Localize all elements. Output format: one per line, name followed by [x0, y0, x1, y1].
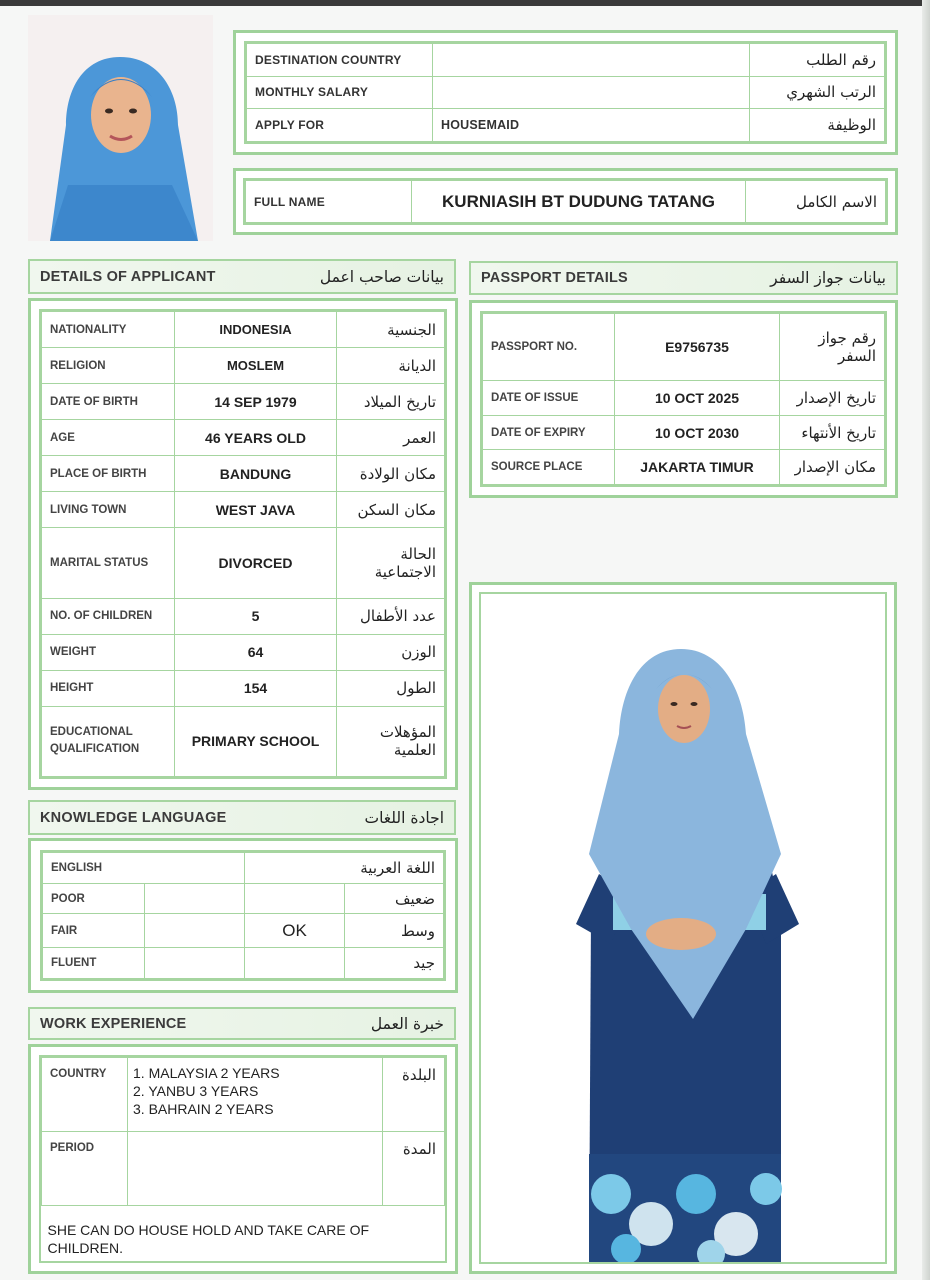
row-label-ar: عدد الأطفال [337, 598, 445, 634]
monthly-salary-value [433, 76, 750, 109]
level-poor-label: POOR [43, 883, 145, 914]
top-edge [0, 0, 930, 6]
language-header-title: KNOWLEDGE LANGUAGE [40, 809, 227, 826]
table-row [42, 1206, 445, 1262]
applicant-details-frame [28, 298, 458, 790]
full-name-value: KURNIASIH BT DUDUNG TATANG [412, 181, 746, 223]
table-row [42, 492, 445, 528]
apply-for-label: APPLY FOR [247, 109, 433, 142]
table-row [43, 914, 444, 948]
table-row [483, 314, 885, 381]
row-label-ar: الحالة الاجتماعية [337, 528, 445, 598]
level-poor-arabic-mark [245, 883, 345, 914]
table-row [43, 883, 444, 914]
row-label: WEIGHT [42, 634, 175, 670]
table-row [42, 706, 445, 776]
row-label: DATE OF EXPIRY [483, 415, 615, 450]
work-header-title: WORK EXPERIENCE [40, 1015, 187, 1032]
level-fluent-english-mark [145, 948, 245, 979]
passport-header-title: PASSPORT DETAILS [481, 270, 628, 286]
row-value: 154 [175, 670, 337, 706]
row-label-ar: الجنسية [337, 312, 445, 348]
row-value: 10 OCT 2030 [615, 415, 780, 450]
country-list [128, 1058, 383, 1132]
level-fair-arabic-mark: OK [245, 914, 345, 948]
table-row [247, 76, 885, 109]
row-label-ar: الديانة [337, 348, 445, 384]
apply-for-value: HOUSEMAID [433, 109, 750, 142]
passport-details-table [482, 313, 885, 485]
row-label: HEIGHT [42, 670, 175, 706]
row-value: 5 [175, 598, 337, 634]
application-info-table [246, 43, 885, 142]
work-note: SHE CAN DO HOUSE HOLD AND TAKE CARE OF CHILDREN. [47, 1222, 370, 1256]
table-row [42, 1058, 445, 1132]
row-label: AGE [42, 420, 175, 456]
row-label: LIVING TOWN [42, 492, 175, 528]
page-edge [922, 0, 930, 1280]
table-row [42, 312, 445, 348]
row-value: JAKARTA TIMUR [615, 450, 780, 485]
language-table [42, 852, 444, 979]
apply-for-label-ar: الوظيفة [750, 109, 885, 142]
full-name-label-ar: الاسم الكامل [746, 181, 886, 223]
row-label: RELIGION [42, 348, 175, 384]
table-row [247, 44, 885, 77]
table-row [43, 948, 444, 979]
row-label-ar: العمر [337, 420, 445, 456]
row-label: NO. OF CHILDREN [42, 598, 175, 634]
table-row [42, 634, 445, 670]
period-label: PERIOD [42, 1132, 128, 1206]
row-label: DATE OF ISSUE [483, 381, 615, 416]
row-label-ar: الوزن [337, 634, 445, 670]
row-label-ar: الطول [337, 670, 445, 706]
table-row [483, 415, 885, 450]
table-row [42, 420, 445, 456]
monthly-salary-label-ar: الرتب الشهري [750, 76, 885, 109]
list-item: 1. MALAYSIA 2 YEARS [133, 1065, 280, 1081]
table-row [246, 181, 886, 223]
table-row [42, 670, 445, 706]
row-value: INDONESIA [175, 312, 337, 348]
row-value: MOSLEM [175, 348, 337, 384]
language-section-header [28, 800, 456, 835]
row-label: DATE OF BIRTH [42, 384, 175, 420]
row-label-ar: رقم جواز السفر [780, 314, 885, 381]
list-item: 3. BAHRAIN 2 YEARS [133, 1101, 274, 1117]
full-name-label: FULL NAME [246, 181, 412, 223]
row-label-ar: المؤهلات العلمية [337, 706, 445, 776]
level-poor-english-mark [145, 883, 245, 914]
application-info-frame [233, 30, 898, 155]
row-value: WEST JAVA [175, 492, 337, 528]
applicant-section-header [28, 259, 456, 294]
row-value: 10 OCT 2025 [615, 381, 780, 416]
row-value: DIVORCED [175, 528, 337, 598]
full-name-table [245, 180, 886, 223]
row-value: 46 YEARS OLD [175, 420, 337, 456]
table-row [42, 456, 445, 492]
table-row [42, 528, 445, 598]
passport-header-title-ar: بيانات جواز السفر [770, 269, 886, 287]
table-row [42, 1132, 445, 1206]
row-label: NATIONALITY [42, 312, 175, 348]
row-label: PLACE OF BIRTH [42, 456, 175, 492]
country-label-ar: البلدة [383, 1058, 445, 1132]
row-value: PRIMARY SCHOOL [175, 706, 337, 776]
language-frame [28, 838, 458, 993]
destination-country-label: DESTINATION COUNTRY [247, 44, 433, 77]
table-row [43, 853, 444, 884]
table-row [42, 348, 445, 384]
full-body-illustration [481, 594, 887, 1264]
row-value: 64 [175, 634, 337, 670]
row-label: PASSPORT NO. [483, 314, 615, 381]
work-header-title-ar: خبرة العمل [370, 1014, 444, 1033]
row-label: MARITAL STATUS [42, 528, 175, 598]
country-label: COUNTRY [42, 1058, 128, 1132]
work-section-header [28, 1007, 456, 1040]
row-value: 14 SEP 1979 [175, 384, 337, 420]
applicant-full-body-photo [479, 592, 887, 1264]
headshot-illustration [28, 15, 213, 241]
level-fair-label-ar: وسط [345, 914, 444, 948]
list-item: 2. YANBU 3 YEARS [133, 1083, 259, 1099]
english-label: ENGLISH [43, 853, 245, 884]
full-name-frame [233, 168, 898, 235]
monthly-salary-label: MONTHLY SALARY [247, 76, 433, 109]
applicant-header-title-ar: بيانات صاحب اعمل [319, 267, 444, 286]
row-label-ar: مكان السكن [337, 492, 445, 528]
level-fluent-label-ar: جيد [345, 948, 444, 979]
row-value: BANDUNG [175, 456, 337, 492]
row-value: E9756735 [615, 314, 780, 381]
row-label-ar: مكان الولادة [337, 456, 445, 492]
table-row [483, 381, 885, 416]
arabic-label: اللغة العربية [245, 853, 444, 884]
applicant-header-title: DETAILS OF APPLICANT [40, 268, 216, 285]
row-label-ar: تاريخ الميلاد [337, 384, 445, 420]
row-label-ar: تاريخ الإصدار [780, 381, 885, 416]
passport-section-header [469, 261, 898, 295]
row-label: SOURCE PLACE [483, 450, 615, 485]
level-fair-label: FAIR [43, 914, 145, 948]
table-row [42, 384, 445, 420]
language-header-title-ar: اجادة اللغات [364, 808, 444, 827]
period-label-ar: المدة [383, 1132, 445, 1206]
applicant-headshot-photo [28, 15, 213, 241]
destination-country-value [433, 44, 750, 77]
level-poor-label-ar: ضعيف [345, 883, 444, 914]
work-experience-frame [28, 1044, 458, 1274]
row-label: EDUCATIONAL QUALIFICATION [42, 706, 175, 776]
row-label-ar: مكان الإصدار [780, 450, 885, 485]
work-experience-table [41, 1057, 445, 1261]
passport-details-frame [469, 300, 898, 498]
applicant-details-table [41, 311, 445, 777]
table-row [42, 598, 445, 634]
level-fair-english-mark [145, 914, 245, 948]
full-body-photo-frame [469, 582, 897, 1274]
destination-country-label-ar: رقم الطلب [750, 44, 885, 77]
table-row [483, 450, 885, 485]
row-label-ar: تاريخ الأنتهاء [780, 415, 885, 450]
period-value [128, 1132, 383, 1206]
level-fluent-label: FLUENT [43, 948, 145, 979]
table-row [247, 109, 885, 142]
level-fluent-arabic-mark [245, 948, 345, 979]
